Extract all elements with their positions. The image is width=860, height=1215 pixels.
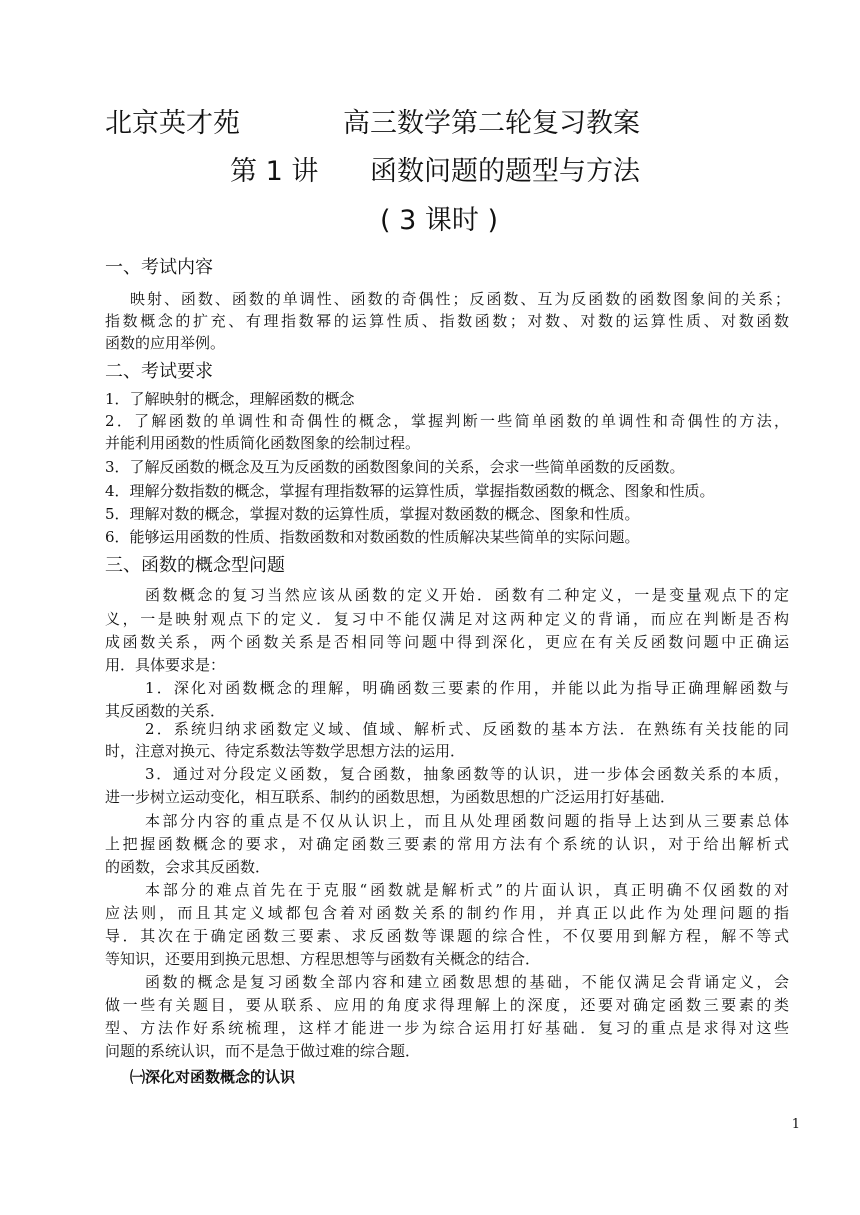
body-line: 做一些有关题目，要从联系、应用的角度求得理解上的深度，还要对确定函数三要素的类 <box>105 996 792 1014</box>
body-line: 的函数，会求其反函数． <box>105 858 271 876</box>
body-line: 其反函数的关系． <box>105 702 226 720</box>
body-line: 上把握函数概念的要求，对确定函数三要素的常用方法有个系统的认识，对于给出解析式 <box>105 835 792 853</box>
body-line: 进一步树立运动变化，相互联系、制约的函数思想，为函数思想的广泛运用打好基础． <box>105 788 676 806</box>
body-line: 本部分的难点首先在于克服“函数就是解析式”的片面认识，真正明确不仅函数的对 <box>145 881 792 899</box>
requirement-line: 6．能够运用函数的性质、指数函数和对数函数的性质解决某些简单的实际问题。 <box>105 528 640 546</box>
lecture-hours: ( 3 课时 ) <box>380 205 498 236</box>
body-line: 本部分内容的重点是不仅从认识上，而且从处理函数问题的指导上达到从三要素总体 <box>145 812 792 830</box>
lecture-heading <box>230 152 710 192</box>
requirement-line: 3．了解反函数的概念及互为反函数的函数图象间的关系，会求一些简单函数的反函数。 <box>105 458 685 476</box>
body-line: 等知识，还要用到换元思想、方程思想等与函数有关概念的结合． <box>105 950 541 968</box>
paragraph-line: 指数概念的扩充、有理指数幂的运算性质、指数函数；对数、对数的运算性质、对数函数 <box>105 312 792 330</box>
section-heading-exam-requirements: 二、考试要求 <box>105 361 213 382</box>
body-line: 1．深化对函数概念的理解，明确函数三要素的作用，并能以此为指导正确理解函数与 <box>145 679 792 697</box>
body-line: 成函数关系，两个函数关系是否相同等问题中得到深化，更应在有关反函数问题中正确运 <box>105 633 792 651</box>
body-line: 2．系统归纳求函数定义域、值域、解析式、反函数的基本方法．在熟练有关技能的同 <box>145 720 792 738</box>
subsection-heading: ㈠深化对函数概念的认识 <box>130 1068 296 1086</box>
requirement-line: 4．理解分数指数的概念，掌握有理指数幂的运算性质，掌握指数函数的概念、图象和性质。 <box>105 482 715 500</box>
requirement-line: 5．理解对数的概念，掌握对数的运算性质，掌握对数函数的概念、图象和性质。 <box>105 505 640 523</box>
lecture-number: 第 1 讲 <box>230 156 319 187</box>
paragraph-line: 函数的应用举例。 <box>105 334 226 352</box>
paragraph-line: 映射、函数、函数的单调性、函数的奇偶性；反函数、互为反函数的函数图象间的关系； <box>130 290 792 308</box>
body-line: 问题的系统认识，而不是急于做过难的综合题． <box>105 1042 421 1060</box>
body-line: 3．通过对分段定义函数，复合函数，抽象函数等的认识，进一步体会函数关系的本质， <box>145 765 791 783</box>
school-name: 北京英才苑 <box>105 108 240 139</box>
body-line: 用．具体要求是： <box>105 656 226 674</box>
requirement-line: 2．了解函数的单调性和奇偶性的概念，掌握判断一些简单函数的单调性和奇偶性的方法， <box>105 412 792 430</box>
body-line: 义，一是映射观点下的定义．复习中不能仅满足对这两种定义的背诵，而应在判断是否构 <box>105 610 792 628</box>
section-heading-concept-problems: 三、函数的概念型问题 <box>105 555 285 576</box>
body-line: 时，注意对换元、待定系数法等数学思想方法的运用． <box>105 742 466 760</box>
requirement-line: 并能利用函数的性质简化函数图象的绘制过程。 <box>105 434 421 452</box>
lecture-title: 函数问题的题型与方法 <box>370 156 640 187</box>
body-line: 函数概念的复习当然应该从函数的定义开始．函数有二种定义，一是变量观点下的定 <box>145 586 792 604</box>
requirement-line: 1．了解映射的概念，理解函数的概念 <box>105 390 355 408</box>
course-title: 高三数学第二轮复习教案 <box>343 108 640 139</box>
body-line: 导．其次在于确定函数三要素、求反函数等课题的综合性，不仅要用到解方程，解不等式 <box>105 927 792 945</box>
body-line: 应法则，而且其定义域都包含着对函数关系的制约作用，并真正以此作为处理问题的指 <box>105 904 793 922</box>
body-line: 函数的概念是复习函数全部内容和建立函数思想的基础，不能仅满足会背诵定义，会 <box>145 973 792 991</box>
section-heading-exam-content: 一、考试内容 <box>105 257 213 278</box>
body-line: 型、方法作好系统梳理，这样才能进一步为综合运用打好基础．复习的重点是求得对这些 <box>105 1019 792 1037</box>
document-header <box>105 104 745 144</box>
page-number: 1 <box>791 1117 800 1132</box>
